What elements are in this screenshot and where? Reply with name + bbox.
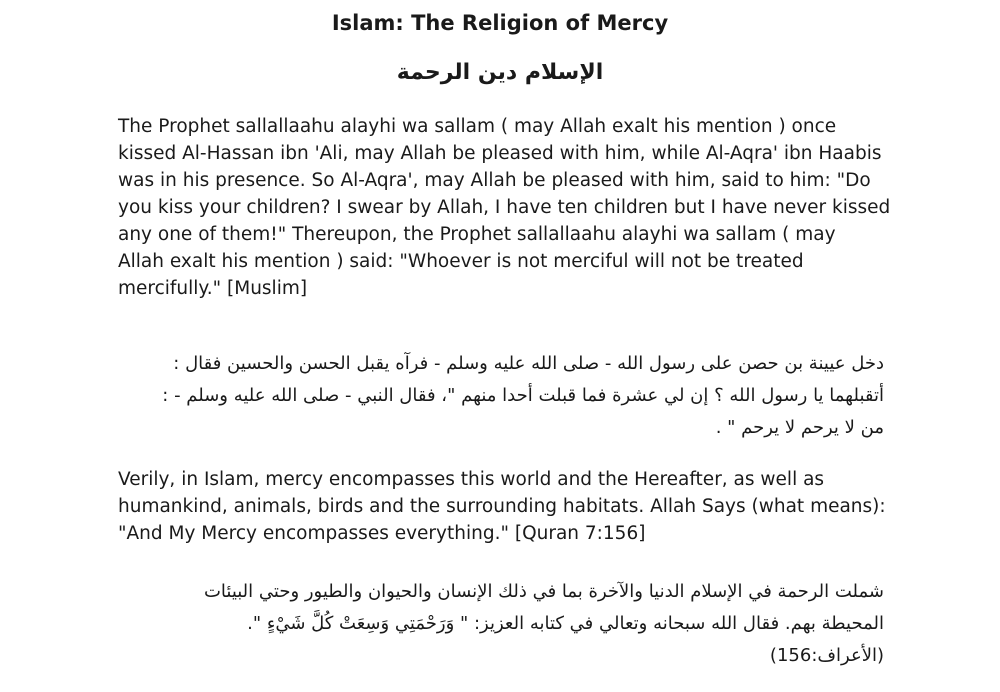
mercy-paragraph-english (118, 466, 898, 547)
text-line: أتقبلهما يا رسول الله ؟ إن لي عشرة فما قبلت أحدا منهم "، فقال النبي - صلى الله عليه وسلم - : (162, 385, 884, 406)
text-line: من لا يرحم لا يرحم " . (715, 417, 884, 438)
page-title-english: Islam: The Religion of Mercy (331, 11, 669, 35)
text-line: any one of them!" Thereupon, the Prophet sallallaahu alayhi wa sallam ( may (118, 224, 836, 245)
text-line: humankind, animals, birds and the surrounding habitats. Allah Says (what means): (118, 496, 886, 517)
text-line: دخل عيينة بن حصن على رسول الله - صلى الله عليه وسلم - فرآه يقبل الحسن والحسين فقال : (173, 353, 884, 374)
text-line: Verily, in Islam, mercy encompasses this world and the Hereafter, as well as (118, 469, 825, 490)
text-line: The Prophet sallallaahu alayhi wa sallam ( may Allah exalt his mention ) once (118, 116, 837, 137)
hadith-paragraph-arabic (84, 348, 884, 444)
page-title-arabic: الإسلام دين الرحمة (396, 60, 604, 85)
text-line: (الأعراف:156) (769, 645, 884, 666)
mercy-paragraph-arabic (84, 576, 884, 672)
text-line: شملت الرحمة في الإسلام الدنيا والآخرة بما في ذلك الإنسان والحيوان والطيور وحتي البيئات (203, 581, 884, 602)
text-line: المحيطة بهم. فقال الله سبحانه وتعالي في كتابه العزيز: " وَرَحْمَتِي وَسِعَتْ كُلَّ شَيْءٍ ". (247, 613, 884, 634)
text-line: Allah exalt his mention ) said: "Whoever is not merciful will not be treated (118, 251, 804, 272)
text-line: kissed Al-Hassan ibn 'Ali, may Allah be pleased with him, while Al-Aqra' ibn Haabis (118, 143, 882, 164)
text-line: mercifully." [Muslim] (118, 278, 308, 299)
text-line: was in his presence. So Al-Aqra', may Allah be pleased with him, said to him: "Do (118, 170, 871, 191)
text-line: "And My Mercy encompasses everything." [Quran 7:156] (118, 523, 646, 544)
hadith-paragraph-english (118, 113, 898, 302)
text-line: you kiss your children? I swear by Allah, I have ten children but I have never kissed (118, 197, 891, 218)
